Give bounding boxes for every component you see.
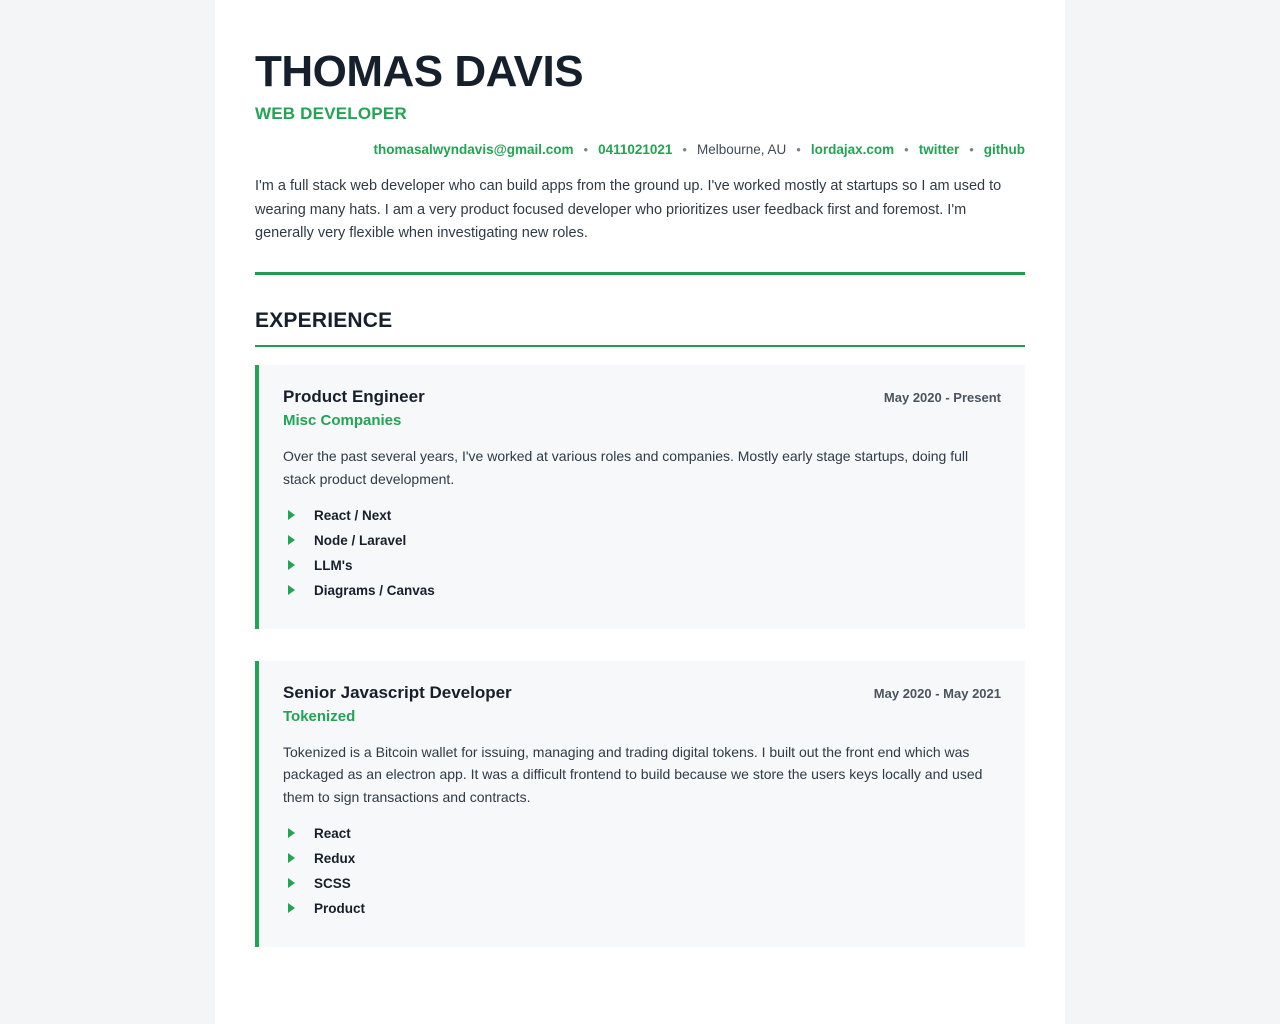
bullet-triangle-icon (288, 878, 295, 888)
list-item (283, 871, 1001, 896)
summary-text: I'm a full stack web developer who can build apps from the ground up. I've worked mostly at startups so I am used to wearing many hats. I am a very product focused developer who prioritizes user feedback first and foremost. I'm generally very flexible when investigating new roles. (255, 178, 1002, 242)
twitter-link[interactable]: twitter (918, 142, 960, 158)
separator-dot: • (796, 142, 801, 158)
skill-label: Diagrams / Canvas (314, 582, 435, 598)
skill-label: Product (314, 900, 366, 916)
experience-title: Product Engineer (283, 387, 425, 407)
list-item (283, 821, 1001, 846)
experience-item (255, 365, 1025, 628)
bullet-triangle-icon (288, 903, 295, 913)
location-text: Melbourne, AU (696, 142, 787, 158)
list-item (283, 553, 1001, 578)
bullet-triangle-icon (288, 560, 295, 570)
skill-label: LLM's (314, 557, 353, 573)
header-divider (255, 272, 1025, 275)
experience-company: Tokenized (283, 707, 356, 725)
experience-description: Tokenized is a Bitcoin wallet for issuing, managing and trading digital tokens. I built out the front end which was packaged as an electron app. It was a difficult frontend to build because we store the users keys locally and used them to sign transactions and contracts. (283, 743, 983, 806)
skill-list (283, 821, 1001, 921)
list-item (283, 578, 1001, 603)
bullet-triangle-icon (288, 585, 295, 595)
bullet-triangle-icon (288, 828, 295, 838)
separator-dot: • (904, 142, 909, 158)
skill-list (283, 503, 1001, 603)
experience-dates: May 2020 - May 2021 (873, 685, 1001, 701)
separator-dot: • (969, 142, 974, 158)
job-role-subtitle: WEB DEVELOPER (255, 104, 407, 124)
separator-dot: • (583, 142, 589, 158)
experience-company: Misc Companies (283, 412, 402, 430)
skill-label: React / Next (314, 507, 392, 523)
skill-label: SCSS (314, 875, 351, 891)
experience-dates: May 2020 - Present (883, 390, 1001, 406)
page-title: THOMAS DAVIS (255, 47, 584, 96)
contact-bar (255, 142, 1025, 157)
github-link[interactable]: github (983, 142, 1025, 158)
section-title-experience: EXPERIENCE (255, 308, 393, 332)
phone-link[interactable]: 0411021021 (598, 142, 673, 158)
email-link[interactable]: thomasalwyndavis@gmail.com (373, 142, 574, 158)
separator-dot: • (682, 142, 687, 158)
resume-page (215, 0, 1065, 1024)
skill-label: Redux (314, 850, 356, 866)
list-item (283, 846, 1001, 871)
experience-title: Senior Javascript Developer (283, 682, 512, 702)
experience-item (255, 661, 1025, 947)
section-divider (255, 345, 1025, 348)
list-item (283, 528, 1001, 553)
list-item (283, 896, 1001, 921)
skill-label: React (314, 825, 351, 841)
list-item (283, 503, 1001, 528)
skill-label: Node / Laravel (314, 532, 407, 548)
experience-description: Over the past several years, I've worked at various roles and companies. Mostly early stage startups, doing full stack product development. (283, 448, 969, 488)
website-link[interactable]: lordajax.com (810, 142, 895, 158)
bullet-triangle-icon (288, 853, 295, 863)
bullet-triangle-icon (288, 535, 295, 545)
bullet-triangle-icon (288, 510, 295, 520)
